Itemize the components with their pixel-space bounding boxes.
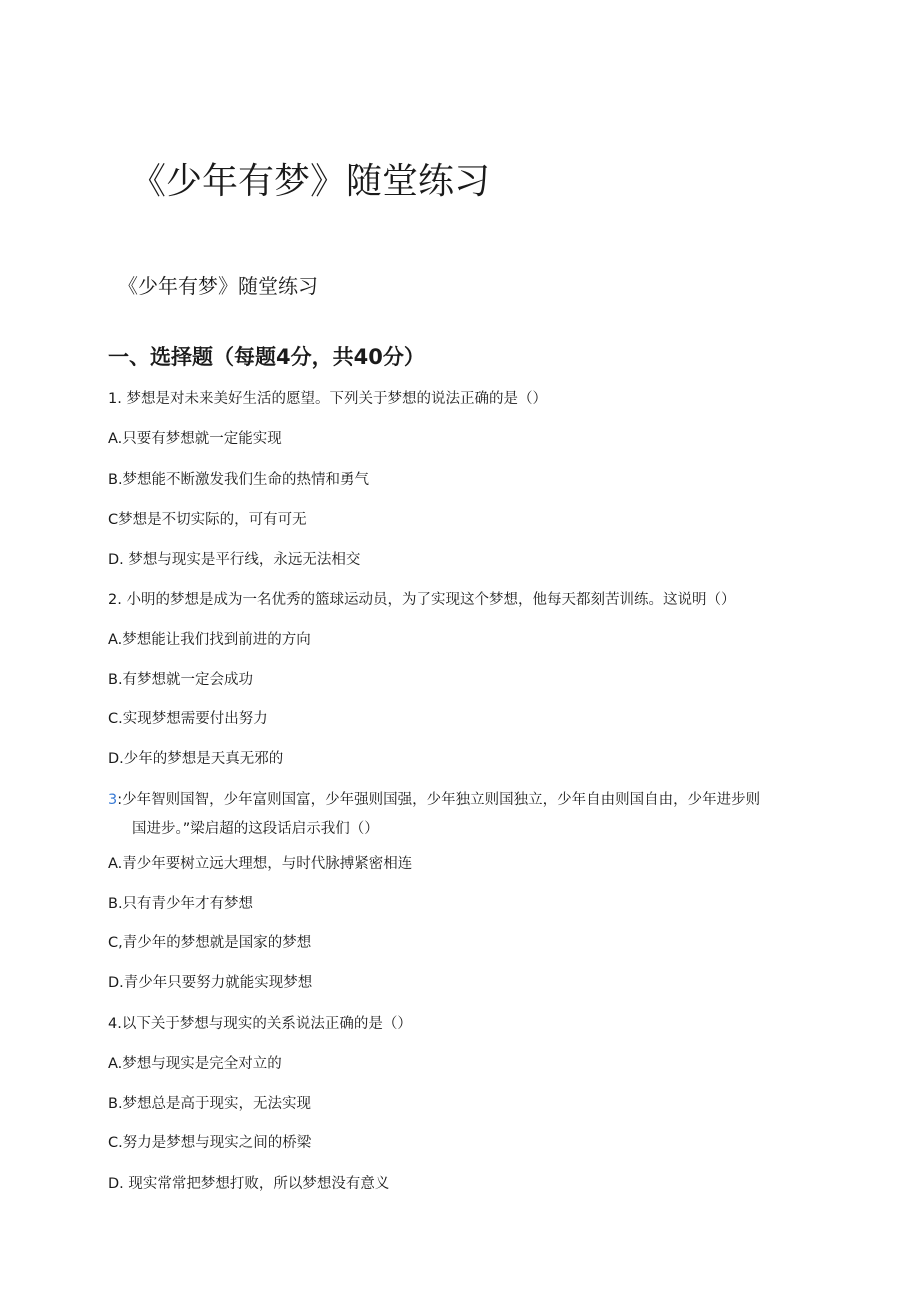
question-1-option-b: B.梦想能不断激发我们生命的热情和勇气: [108, 472, 370, 488]
question-4-option-d: D. 现实常常把梦想打败，所以梦想没有意义: [108, 1176, 390, 1192]
main-title: 《少年有梦》随堂练习: [130, 161, 491, 202]
question-2-option-d: D.少年的梦想是天真无邪的: [108, 751, 284, 767]
question-3-stem-line-2: 国进步。”梁启超的这段话启示我们（）: [132, 821, 379, 837]
question-3-option-c: C,青少年的梦想就是国家的梦想: [108, 935, 312, 951]
question-1-option-c: C梦想是不切实际的，可有可无: [108, 512, 307, 528]
question-4-option-c: C.努力是梦想与现实之间的桥梁: [108, 1135, 312, 1151]
question-3-option-b: B.只有青少年才有梦想: [108, 896, 254, 912]
section-heading: 一、选择题（每题4分，共40分）: [108, 345, 425, 369]
question-4-stem: 4.以下关于梦想与现实的关系说法正确的是（）: [108, 1016, 412, 1032]
question-4-option-a: A.梦想与现实是完全对立的: [108, 1056, 282, 1072]
question-3-option-d: D.青少年只要努力就能实现梦想: [108, 975, 313, 991]
question-2-option-b: B.有梦想就一定会成功: [108, 672, 254, 688]
question-3-number: 3: [108, 792, 118, 808]
sub-title: 《少年有梦》随堂练习: [118, 274, 318, 298]
question-2-option-a: A.梦想能让我们找到前进的方向: [108, 632, 311, 648]
question-2-stem: 2. 小明的梦想是成为一名优秀的篮球运动员，为了实现这个梦想，他每天都刻苦训练。这说明（）: [108, 592, 736, 608]
question-3-option-a: A.青少年要树立远大理想，与时代脉搏紧密相连: [108, 856, 413, 872]
question-4-option-b: B.梦想总是高于现实，无法实现: [108, 1096, 312, 1112]
question-2-option-c: C.实现梦想需要付出努力: [108, 711, 268, 727]
question-1-option-d: D. 梦想与现实是平行线，永远无法相交: [108, 552, 361, 568]
question-1-option-a: A.只要有梦想就一定能实现: [108, 431, 282, 447]
question-3-stem-text: :少年智则国智，少年富则国富，少年强则国强，少年独立则国独立，少年自由则国自由，少年进步则: [117, 792, 761, 808]
question-3-stem-line-1: [108, 789, 760, 811]
question-1-stem: 1. 梦想是对未来美好生活的愿望。下列关于梦想的说法正确的是（）: [108, 391, 547, 407]
